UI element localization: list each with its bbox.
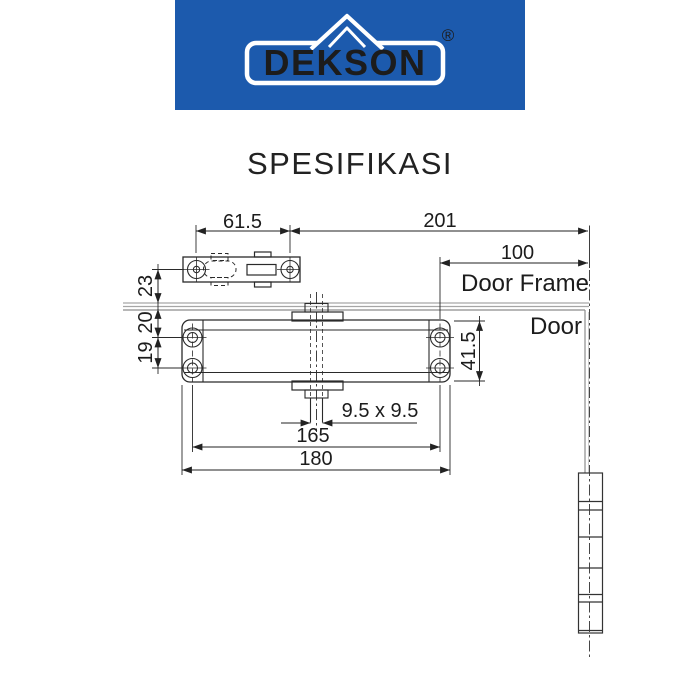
spindle [292, 292, 343, 432]
dim-bracket-width: 61.5 [223, 211, 262, 233]
dim-frame-offset: 100 [500, 242, 535, 264]
dim-arm-span: 201 [423, 210, 457, 232]
door-frame-line [123, 303, 589, 307]
logo-wordmark: DEKSON [263, 42, 427, 83]
hinge-barrel [579, 473, 603, 633]
dim-frame-gap: 23 [135, 274, 157, 298]
dim-spindle-size: 9.5 x 9.5 [341, 400, 419, 422]
dim-body-width: 180 [299, 448, 333, 470]
arm-bracket-top-view [183, 252, 300, 287]
page-title: SPESIFIKASI [246, 146, 453, 181]
label-door-frame: Door Frame [460, 270, 590, 297]
dim-hole-spacing-horizontal: 165 [296, 425, 330, 447]
dimension-lines [158, 231, 588, 470]
dim-hole-spacing-vertical: 19 [135, 341, 157, 364]
dim-body-height: 41.5 [458, 331, 480, 371]
dim-top-offset: 20 [135, 311, 157, 334]
label-door: Door [529, 313, 583, 340]
registered-mark-icon: ® [441, 26, 455, 45]
